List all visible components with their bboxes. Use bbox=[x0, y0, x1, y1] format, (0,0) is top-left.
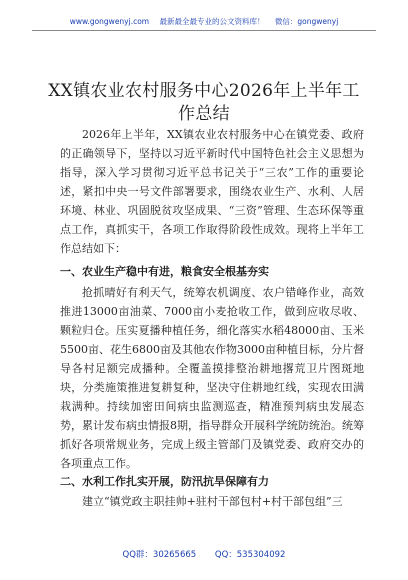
document-title: XX镇农业农村服务中心2026年上半年工作总结 bbox=[48, 81, 360, 124]
footer-qq: QQ：535304092 bbox=[214, 550, 286, 560]
site-url-link[interactable]: www.gongwenyj.com bbox=[69, 17, 150, 26]
section-heading-water: 二、水利工作扎实开展，防汛抗旱保障有力 bbox=[60, 475, 269, 488]
footer-qq-group: QQ群：30265665 bbox=[122, 550, 197, 560]
header-divider bbox=[32, 30, 376, 31]
intro-paragraph: 2026年上半年，XX镇农业农村服务中心在镇党委、政府的正确领导下，坚持以习近平新时代中国特色社会主义思想为指导，深入学习贯彻习近平总书记关于“三农”工作的重要论述，紧扣中央一号文件部署要求，围绕农业生产、水利、人居环境、林业、巩固脱贫攻坚成果、“三资”管理、生态环保等重点工作，真抓实干，各项工作取得阶段性成效。现将上半年工作总结如下： bbox=[60, 128, 364, 255]
header-wechat: 微信：gongwenyj bbox=[274, 17, 339, 26]
section-heading-agriculture: 一、农业生产稳中有进，粮食安全根基夯实 bbox=[60, 265, 269, 278]
section-paragraph-agriculture: 抢抓晴好有利天气，统筹农机调度、农户错峰作业，高效推进13000亩油菜、7000亩小麦抢收工作，做到应收尽收、颗粒归仓。压实夏播种植任务，细化落实水稻48000亩、玉米5500亩、花生6800亩及其他农作物3000亩种植目标，分片督导各村足额完成播种。全覆盖摸排整治耕地撂荒卫片图斑地块，分类施策推进复耕复种，坚决守住耕地红线，实现农田满栽满种。持续加密田间病虫监测巡查，精准预判病虫发展态势，累计发布病虫情报8期，指导群众开展科学统防统治。统筹抓好各项常规业务，完成上级主管部门及镇党委、政府交办的各项重点工作。 bbox=[60, 286, 364, 470]
header-slogan: 最新最全最专业的公文资料库！ bbox=[159, 17, 265, 26]
section-paragraph-water: 建立“镇党政主职挂帅+驻村干部包村+村干部包组”三 bbox=[82, 495, 343, 508]
footer-banner bbox=[0, 548, 408, 560]
header-banner bbox=[0, 16, 408, 27]
